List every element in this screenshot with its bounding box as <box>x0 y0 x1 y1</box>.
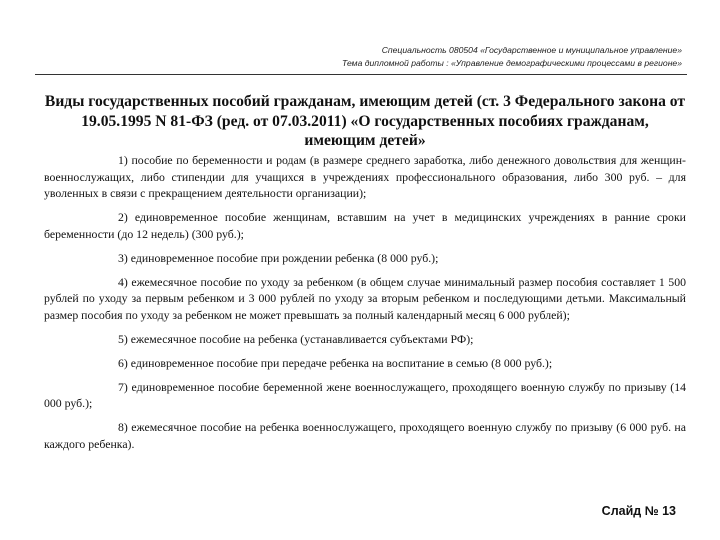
list-item: 8) ежемесячное пособие на ребенка военнослужащего, проходящего военную службу по призыву (6 000 руб. на каждого ребенка). <box>44 420 686 451</box>
header-divider <box>35 74 687 75</box>
list-item: 1) пособие по беременности и родам (в размере среднего заработка, либо денежного довольствия для женщин-военнослужащих, либо стипендии для учащихся в учреждениях профессионального образования, либо 300 руб. – для уволенных в связи с прекращением деятельности организации); <box>44 153 686 200</box>
header-thesis-topic: Тема дипломной работы : «Управление демографическими процессами в регионе» <box>342 57 682 68</box>
list-item: 2) единовременное пособие женщинам, вставшим на учет в медицинских учреждениях в ранние сроки беременности (до 12 недель) (300 руб.); <box>44 210 686 241</box>
benefits-list <box>44 152 686 460</box>
list-item: 3) единовременное пособие при рождении ребенка (8 000 руб.); <box>118 250 439 265</box>
list-item: 4) ежемесячное пособие по уходу за ребенком (в общем случае минимальный размер пособия составляет 1 500 рублей по уходу за первым ребенком и 3 000 рублей по уходу за вторым ребенком и последующими детьми. Максимальный размер пособия по уходу за ребенком не может превышать за полный календарный месяц 6 000 рублей); <box>44 274 686 322</box>
slide-number: Слайд № 13 <box>601 504 676 518</box>
list-item: 6) единовременное пособие при передаче ребенка на воспитание в семью (8 000 руб.); <box>118 355 553 370</box>
page-title: Виды государственных пособий гражданам, имеющим детей (ст. 3 Федерального закона от 19.05.1995 N 81-ФЗ (ред. от 07.03.2011) «О государственных пособиях гражданам, имеющим детей» <box>44 93 686 149</box>
list-item: 7) единовременное пособие беременной жене военнослужащего, проходящего военную службу по призыву (14 000 руб.); <box>44 379 686 410</box>
header-specialty: Специальность 080504 «Государственное и муниципальное управление» <box>381 45 682 55</box>
list-item: 5) ежемесячное пособие на ребенка (устанавливается субъектами РФ); <box>118 331 474 346</box>
document-header <box>182 44 682 69</box>
